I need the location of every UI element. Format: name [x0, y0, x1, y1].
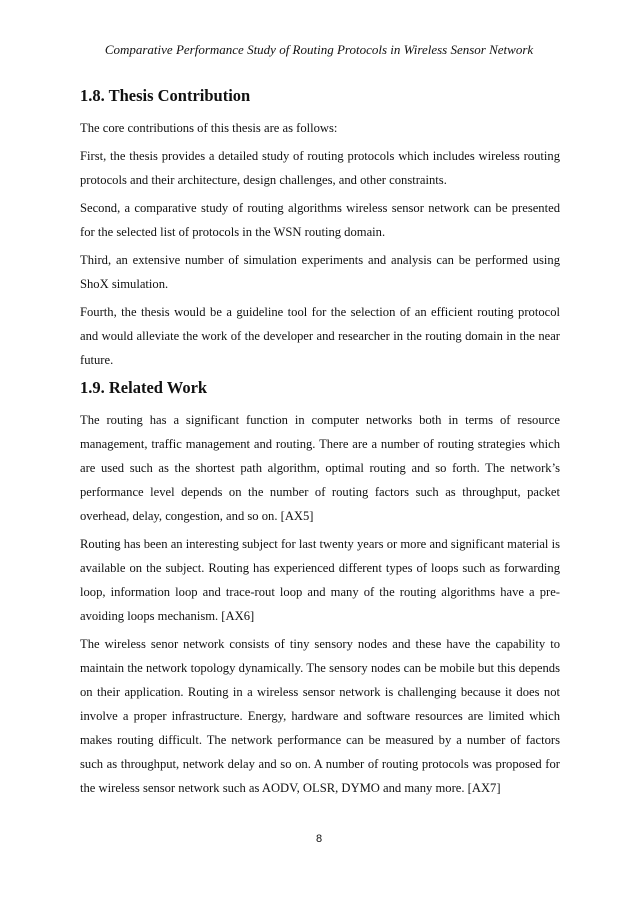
paragraph: Third, an extensive number of simulation experiments and analysis can be performed using ShoX simulation.: [80, 253, 560, 291]
section-heading-thesis-contribution: 1.8. Thesis Contribution: [80, 86, 251, 105]
page-number: 8: [315, 833, 323, 845]
paragraph: Routing has been an interesting subject for last twenty years or more and significant material is available on the subject. Routing has experienced different types of loops such as forwarding loop, information loop and trace-rout loop and many of the routing algorithms have a pre-avoiding loops mechanism. [AX6]: [80, 537, 560, 623]
section-heading-related-work: 1.9. Related Work: [80, 378, 208, 397]
page-body: [80, 86, 560, 804]
running-header: Comparative Performance Study of Routing Protocols in Wireless Sensor Network: [104, 42, 534, 57]
paragraph: Fourth, the thesis would be a guideline tool for the selection of an efficient routing protocol and would alleviate the work of the developer and researcher in the routing domain in the near future.: [80, 305, 560, 367]
paragraph: First, the thesis provides a detailed study of routing protocols which includes wireless routing protocols and their architecture, design challenges, and other constraints.: [80, 149, 560, 187]
paragraph: The core contributions of this thesis are as follows:: [80, 121, 338, 135]
paragraph: The routing has a significant function in computer networks both in terms of resource management, traffic management and routing. There are a number of routing strategies which are used such as the shortest path algorithm, optimal routing and so forth. The network’s performance level depends on the number of routing factors such as throughput, packet overhead, delay, congestion, and so on. [AX5]: [80, 413, 560, 523]
paragraph: The wireless senor network consists of tiny sensory nodes and these have the capability to maintain the network topology dynamically. The sensory nodes can be mobile but this depends on their application. Routing in a wireless sensor network is challenging because it does not involve a proper infrastructure. Energy, hardware and software resources are limited which makes routing difficult. The network performance can be measured by a number of factors such as throughput, network delay and so on. A number of routing protocols was proposed for the wireless sensor network such as AODV, OLSR, DYMO and many more. [AX7]: [80, 637, 560, 795]
paragraph: Second, a comparative study of routing algorithms wireless sensor network can be presented for the selected list of protocols in the WSN routing domain.: [80, 201, 560, 239]
